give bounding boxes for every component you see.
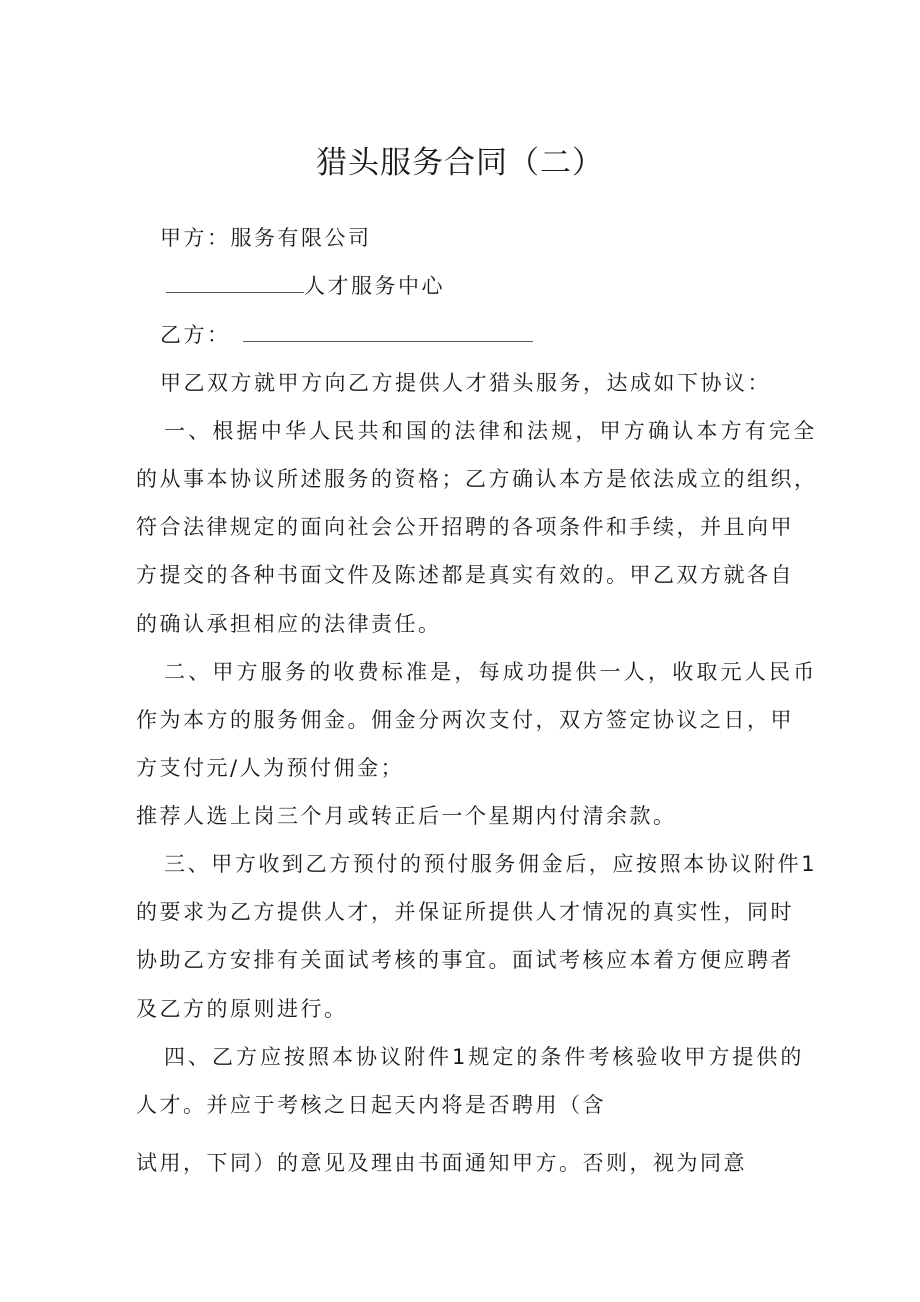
- intro-paragraph: 甲乙双方就甲方向乙方提供人才猎头服务，达成如下协议：: [160, 371, 771, 395]
- clause-1-line-2: 的从事本协议所述服务的资格；乙方确认本方是依法成立的组织，: [136, 467, 818, 491]
- party-a-label: 甲方：: [160, 226, 231, 250]
- party-a-center-blank: [166, 272, 304, 293]
- clause-1-line-3: 符合法律规定的面向社会公开招聘的各项条件和手续，并且向甲: [136, 515, 794, 539]
- clause-2-line-3: 方支付元/人为预付佣金；: [136, 756, 405, 780]
- party-b-line: [160, 320, 533, 350]
- clause-3-line-3: 协助乙方安排有关面试考核的事宜。面试考核应本着方便应聘者: [136, 948, 794, 972]
- clause-2-line-4: 推荐人选上岗三个月或转正后一个星期内付清余款。: [136, 804, 677, 828]
- party-a-line: [160, 223, 372, 253]
- clause-4-line-1: 四、乙方应按照本协议附件1规定的条件考核验收甲方提供的: [164, 1045, 805, 1069]
- clause-1-line-4: 方提交的各种书面文件及陈述都是真实有效的。甲乙双方就各自: [136, 563, 794, 587]
- clause-1-line-5: 的确认承担相应的法律责任。: [136, 612, 442, 636]
- clause-3-line-4: 及乙方的原则进行。: [136, 997, 348, 1021]
- party-a-center-line: [166, 271, 445, 301]
- party-a-name: 服务有限公司: [230, 226, 372, 250]
- clause-4-line-3: 试用，下同）的意见及理由书面通知甲方。否则，视为同意: [136, 1151, 747, 1175]
- clause-3-line-1: 三、甲方收到乙方预付的预付服务佣金后，应按照本协议附件1: [164, 852, 818, 876]
- party-b-blank: [243, 321, 533, 342]
- party-b-label: 乙方：: [160, 323, 231, 347]
- party-a-center: 人才服务中心: [304, 274, 445, 298]
- document-title: 猎头服务合同（二）: [316, 145, 604, 181]
- clause-1-line-1: 一、根据中华人民共和国的法律和法规，甲方确认本方有完全: [164, 419, 818, 443]
- clause-4-line-2: 人才。并应于考核之日起天内将是否聘用（含: [136, 1093, 606, 1117]
- clause-2-line-1: 二、甲方服务的收费标准是，每成功提供一人，收取元人民币: [164, 660, 818, 684]
- clause-2-line-2: 作为本方的服务佣金。佣金分两次支付，双方签定协议之日，甲: [136, 708, 794, 732]
- clause-3-line-2: 的要求为乙方提供人才，并保证所提供人才情况的真实性，同时: [136, 900, 794, 924]
